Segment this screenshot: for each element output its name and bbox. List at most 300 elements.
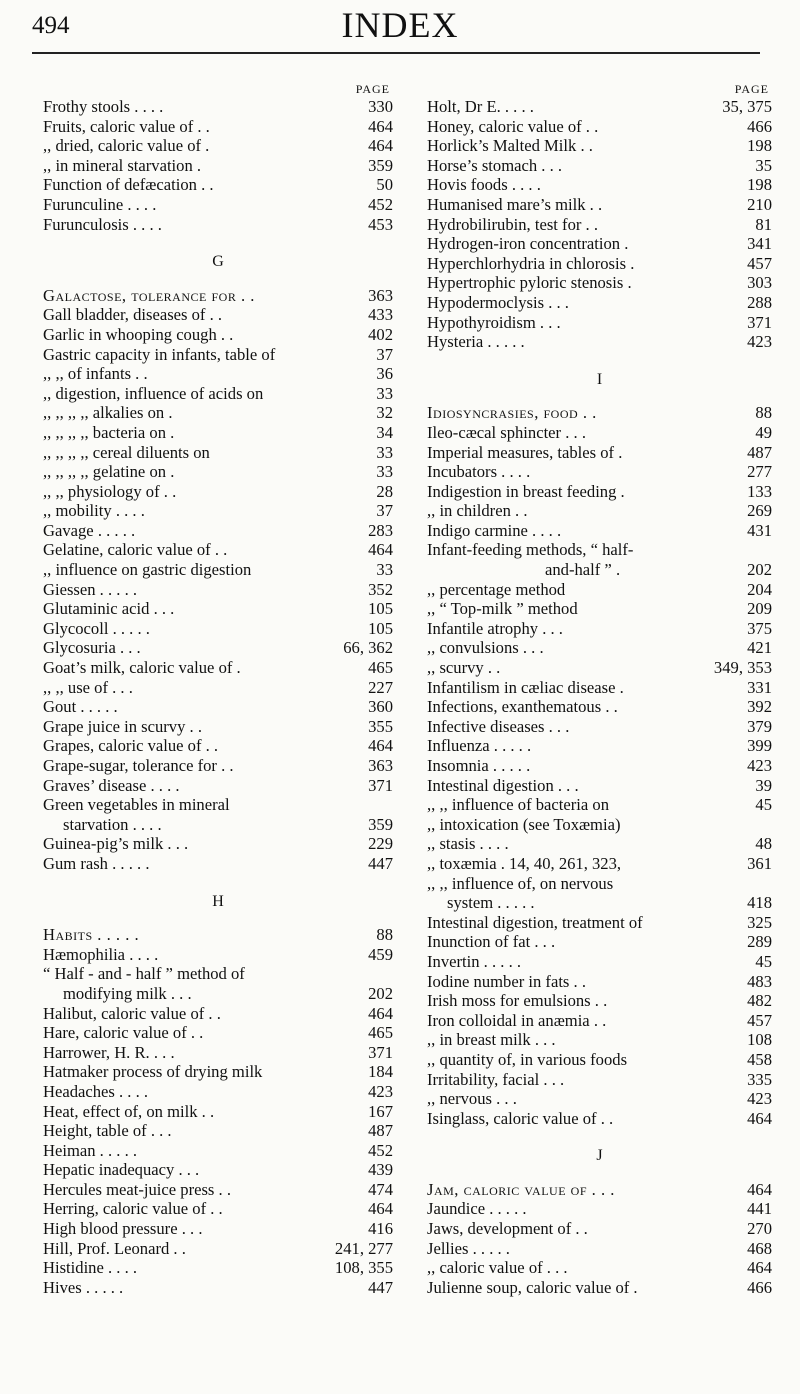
index-column-right <box>427 78 772 1297</box>
entry-term: Green vegetables in mineral <box>43 795 230 815</box>
entry-term: Hepatic inadequacy . . . <box>43 1160 200 1180</box>
entry-term: Grape-sugar, tolerance for . . <box>43 756 234 775</box>
entry-term: Hypodermoclysis . . . <box>427 292 569 312</box>
entry-page-ref: 474 <box>368 1179 393 1199</box>
index-entry <box>43 945 393 965</box>
index-entry <box>427 776 772 796</box>
entry-term: ,, toxæmia . 14, 40, 261, 323, <box>427 853 622 873</box>
index-entry <box>43 1239 393 1259</box>
index-entry <box>427 175 772 195</box>
section-letter: G <box>212 253 224 271</box>
entry-page-ref: 331 <box>747 677 772 697</box>
entry-term: ,, in children . . <box>427 501 528 521</box>
entry-term: Gum rash . . . . . <box>43 853 150 873</box>
index-entry <box>43 156 393 176</box>
entry-term: ,, nervous . . . <box>427 1089 517 1109</box>
index-entry <box>427 1089 772 1109</box>
entry-page-ref: 464 <box>747 1179 772 1199</box>
entry-term: Goat’s milk, caloric value of . <box>43 658 241 678</box>
entry-page-ref: 341 <box>747 234 772 254</box>
entry-term: Frothy stools . . . . <box>43 97 164 116</box>
entry-term: system . . . . . <box>447 893 535 913</box>
index-entry <box>427 423 772 443</box>
entry-term: Glutaminic acid . . . <box>43 599 175 619</box>
entry-page-ref: 466 <box>747 116 772 136</box>
index-entry <box>43 1082 393 1102</box>
entry-term: Grape juice in scurvy . . <box>43 716 202 736</box>
entry-term: modifying milk . . . <box>63 983 192 1003</box>
entry-term: Heiman . . . . . <box>43 1140 138 1160</box>
entry-page-ref: 464 <box>747 1108 772 1128</box>
entry-page-ref: 423 <box>368 1081 393 1101</box>
entry-term: ,, in mineral starvation . <box>43 155 202 175</box>
entry-term: Habits . . . . . <box>43 925 140 945</box>
entry-page-ref: 269 <box>747 501 772 521</box>
index-entry <box>427 1070 772 1090</box>
entry-term: Hypothyroidism . . . <box>427 312 561 332</box>
index-entry <box>43 136 393 156</box>
index-entry <box>427 756 772 776</box>
index-entry <box>427 1199 772 1219</box>
page-header <box>0 0 800 70</box>
index-entry <box>427 815 772 835</box>
index-entry <box>427 658 772 678</box>
entry-term: ,, ,, ,, ,, bacteria on . <box>43 422 175 442</box>
entry-page-ref: 487 <box>368 1121 393 1141</box>
index-entry <box>43 305 393 325</box>
entry-term: Irritability, facial . . . <box>427 1069 565 1089</box>
entry-term: Influenza . . . . . <box>427 736 532 756</box>
entry-page-ref: 198 <box>747 175 772 195</box>
index-entry <box>43 540 393 560</box>
entry-term: Hare, caloric value of . . <box>43 1023 204 1043</box>
entry-page-ref: 363 <box>368 756 393 775</box>
index-entry <box>427 293 772 313</box>
index-entry <box>43 1004 393 1024</box>
entry-term: and-half ” . <box>545 560 621 580</box>
entry-page-ref: 399 <box>747 736 772 756</box>
index-entry <box>43 834 393 854</box>
index-entry <box>43 619 393 639</box>
entry-page-ref: 335 <box>747 1069 772 1089</box>
entry-page-ref: 108, 355 <box>334 1258 393 1278</box>
index-entry <box>43 560 393 580</box>
index-entry <box>427 234 772 254</box>
entry-page-ref: 198 <box>747 136 772 156</box>
entry-page-ref: 464 <box>368 736 393 756</box>
entry-term: Hill, Prof. Leonard . . <box>43 1238 186 1258</box>
entry-page-ref: 50 <box>376 175 393 195</box>
entry-term: Function of defæcation . . <box>43 175 214 195</box>
index-entry <box>427 313 772 333</box>
entry-term: Honey, caloric value of . . <box>427 116 599 136</box>
index-entry <box>43 756 393 776</box>
entry-term: ,, caloric value of . . . <box>427 1258 568 1278</box>
index-entry <box>43 195 393 215</box>
entry-term: “ Half - and - half ” method of <box>43 964 245 984</box>
index-entry <box>427 599 772 619</box>
entry-term: Hatmaker process of drying milk <box>43 1062 263 1082</box>
index-entry <box>427 482 772 502</box>
entry-page-ref: 464 <box>368 540 393 560</box>
entry-term: Imperial measures, tables of . <box>427 442 623 462</box>
entry-term: High blood pressure . . . <box>43 1219 203 1239</box>
entry-page-ref: 81 <box>755 214 772 234</box>
entry-page-ref: 48 <box>755 834 772 854</box>
index-entry <box>427 332 772 352</box>
entry-term: ,, stasis . . . . <box>427 834 509 854</box>
index-entry <box>43 1278 393 1298</box>
entry-page-ref: 45 <box>755 951 772 971</box>
index-entry <box>427 972 772 992</box>
index-entry <box>43 580 393 600</box>
index-entry <box>427 521 772 541</box>
index-entry <box>43 1102 393 1122</box>
index-entry <box>427 854 772 874</box>
entry-page-ref: 431 <box>747 520 772 540</box>
entry-page-ref: 66, 362 <box>343 638 393 658</box>
entry-page-ref: 32 <box>376 403 393 423</box>
index-entry <box>427 952 772 972</box>
entry-page-ref: 457 <box>747 1010 772 1030</box>
index-entry <box>43 384 393 404</box>
entry-page-ref: 466 <box>747 1277 772 1297</box>
entry-page-ref: 361 <box>747 853 772 873</box>
entry-page-ref: 33 <box>376 560 393 580</box>
index-entry <box>43 403 393 423</box>
entry-page-ref: 487 <box>747 442 772 462</box>
entry-page-ref: 447 <box>368 853 393 873</box>
index-entry <box>427 560 772 580</box>
entry-term: Horlick’s Malted Milk . . <box>427 136 593 156</box>
index-entry <box>43 1023 393 1043</box>
index-entry <box>43 97 393 117</box>
entry-term: Infantilism in cæliac disease . <box>427 677 624 697</box>
entry-page-ref: 330 <box>368 97 393 116</box>
entry-page-ref: 392 <box>747 697 772 717</box>
entry-page-ref: 277 <box>747 462 772 482</box>
entry-page-ref: 363 <box>368 285 393 305</box>
index-entry <box>427 619 772 639</box>
entry-page-ref: 288 <box>747 292 772 312</box>
entry-page-ref: 37 <box>376 501 393 521</box>
index-entry <box>43 815 393 835</box>
entry-term: Jam, caloric value of . . . <box>427 1179 615 1199</box>
index-entry <box>43 599 393 619</box>
entry-term: Horse’s stomach . . . <box>427 155 563 175</box>
column-page-label: PAGE <box>734 82 769 96</box>
entry-term: Isinglass, caloric value of . . <box>427 1108 614 1128</box>
index-entry <box>427 1219 772 1239</box>
entry-page-ref: 457 <box>747 253 772 273</box>
index-entry <box>43 443 393 463</box>
entry-page-ref: 465 <box>368 1023 393 1043</box>
entry-page-ref: 464 <box>747 1258 772 1278</box>
index-entry <box>43 717 393 737</box>
page-number: 494 <box>32 12 70 39</box>
entry-term: Ileo-cæcal sphincter . . . <box>427 422 586 442</box>
entry-term: ,, mobility . . . . <box>43 501 145 521</box>
index-entry <box>427 97 772 117</box>
entry-page-ref: 210 <box>747 194 772 214</box>
entry-page-ref: 447 <box>368 1277 393 1297</box>
entry-term: Glycocoll . . . . . <box>43 618 150 638</box>
index-entry <box>43 964 393 984</box>
index-entry <box>43 678 393 698</box>
entry-page-ref: 468 <box>747 1238 772 1258</box>
entry-term: Infections, exanthematous . . <box>427 697 618 717</box>
entry-term: Halibut, caloric value of . . <box>43 1003 221 1023</box>
index-entry <box>43 854 393 874</box>
entry-page-ref: 241, 277 <box>334 1238 393 1258</box>
entry-page-ref: 418 <box>747 893 772 913</box>
entry-term: ,, ,, ,, ,, gelatine on . <box>43 462 175 482</box>
entry-page-ref: 371 <box>368 1042 393 1062</box>
entry-term: Hyperchlorhydria in chlorosis . <box>427 253 635 273</box>
index-entry <box>43 215 393 235</box>
entry-term: Gall bladder, diseases of . . <box>43 305 223 325</box>
entry-page-ref: 379 <box>747 716 772 736</box>
entry-term: Galactose, tolerance for . . <box>43 285 255 305</box>
entry-term: ,, intoxication (see Toxæmia) <box>427 814 621 834</box>
entry-page-ref: 359 <box>368 155 393 175</box>
entry-page-ref: 416 <box>368 1219 393 1239</box>
index-entry <box>43 1043 393 1063</box>
entry-page-ref: 108 <box>747 1030 772 1050</box>
entry-term: Furunculosis . . . . <box>43 214 162 234</box>
entry-term: Hæmophilia . . . . <box>43 944 159 964</box>
entry-page-ref: 482 <box>747 991 772 1011</box>
entry-term: ,, ,, use of . . . <box>43 677 133 697</box>
index-entry <box>427 991 772 1011</box>
entry-term: Hercules meat-juice press . . <box>43 1179 231 1199</box>
entry-term: Intestinal digestion . . . <box>427 775 579 795</box>
index-entry <box>43 286 393 306</box>
index-entry <box>43 795 393 815</box>
index-entry <box>43 1160 393 1180</box>
entry-page-ref: 88 <box>755 403 772 423</box>
entry-term: ,, ,, influence of, on nervous <box>427 873 614 893</box>
entry-page-ref: 464 <box>368 116 393 136</box>
entry-term: Holt, Dr E. . . . . <box>427 97 534 116</box>
entry-term: Hives . . . . . <box>43 1277 124 1297</box>
entry-term: Guinea-pig’s milk . . . <box>43 834 189 854</box>
entry-term: Incubators . . . . <box>427 462 531 482</box>
entry-term: ,, ,, influence of bacteria on <box>427 795 609 815</box>
entry-term: Gastric capacity in infants, table of <box>43 344 276 364</box>
entry-page-ref: 105 <box>368 599 393 619</box>
entry-page-ref: 452 <box>368 194 393 214</box>
entry-term: Harrower, H. R. . . . <box>43 1042 175 1062</box>
entry-term: Fruits, caloric value of . . <box>43 116 210 136</box>
index-entry <box>427 1278 772 1298</box>
index-entry <box>427 580 772 600</box>
entry-page-ref: 459 <box>368 944 393 964</box>
entry-page-ref: 33 <box>376 383 393 403</box>
entry-page-ref: 105 <box>368 618 393 638</box>
entry-page-ref: 439 <box>368 1160 393 1180</box>
header-rule <box>32 52 760 54</box>
entry-page-ref: 303 <box>747 273 772 293</box>
entry-page-ref: 464 <box>368 1199 393 1219</box>
index-entry <box>427 462 772 482</box>
entry-page-ref: 49 <box>755 422 772 442</box>
index-entry <box>427 638 772 658</box>
entry-term: ,, influence on gastric digestion <box>43 560 252 580</box>
index-entry <box>427 254 772 274</box>
index-entry <box>427 834 772 854</box>
entry-term: ,, in breast milk . . . <box>427 1030 556 1050</box>
entry-page-ref: 229 <box>368 834 393 854</box>
entry-term: Infant-feeding methods, “ half- <box>427 540 634 560</box>
index-entry <box>427 215 772 235</box>
index-entry <box>43 482 393 502</box>
index-entry <box>43 423 393 443</box>
entry-page-ref: 37 <box>376 344 393 364</box>
entry-term: Jaws, development of . . <box>427 1219 588 1239</box>
entry-term: ,, ,, physiology of . . <box>43 481 177 501</box>
entry-term: Infantile atrophy . . . <box>427 618 563 638</box>
index-entry <box>427 156 772 176</box>
entry-page-ref: 352 <box>368 579 393 599</box>
section-letter: J <box>596 1147 603 1165</box>
entry-term: Gout . . . . . <box>43 697 118 717</box>
entry-term: Irish moss for emulsions . . <box>427 991 608 1011</box>
entry-term: Hydrobilirubin, test for . . <box>427 214 598 234</box>
index-entry <box>43 1180 393 1200</box>
index-entry <box>43 638 393 658</box>
entry-page-ref: 283 <box>368 520 393 540</box>
entry-page-ref: 433 <box>368 305 393 325</box>
entry-page-ref: 209 <box>747 599 772 619</box>
index-entry <box>427 932 772 952</box>
entry-term: Insomnia . . . . . <box>427 756 531 775</box>
index-entry <box>427 874 772 894</box>
entry-page-ref: 35 <box>755 155 772 175</box>
entry-term: Hovis foods . . . . <box>427 175 541 195</box>
entry-term: starvation . . . . <box>63 814 162 834</box>
index-entry <box>427 1030 772 1050</box>
entry-term: ,, quantity of, in various foods <box>427 1049 628 1069</box>
entry-term: Hypertrophic pyloric stenosis . <box>427 273 632 293</box>
index-entry <box>43 1062 393 1082</box>
entry-page-ref: 227 <box>368 677 393 697</box>
index-entry <box>427 117 772 137</box>
entry-page-ref: 202 <box>368 983 393 1003</box>
index-entry <box>43 925 393 945</box>
entry-page-ref: 34 <box>376 422 393 442</box>
entry-term: Glycosuria . . . <box>43 638 141 658</box>
index-entry <box>43 736 393 756</box>
entry-term: Histidine . . . . <box>43 1258 138 1278</box>
entry-page-ref: 465 <box>368 658 393 678</box>
entry-page-ref: 167 <box>368 1101 393 1121</box>
page-title: INDEX <box>341 5 459 45</box>
entry-term: ,, digestion, influence of acids on <box>43 383 264 403</box>
index-entry <box>427 136 772 156</box>
entry-term: Gavage . . . . . <box>43 520 136 540</box>
entry-page-ref: 402 <box>368 324 393 344</box>
entry-page-ref: 270 <box>747 1219 772 1239</box>
entry-term: Indigestion in breast feeding . <box>427 481 625 501</box>
entry-term: Indigo carmine . . . . <box>427 520 562 540</box>
entry-page-ref: 33 <box>376 462 393 482</box>
entry-term: Grapes, caloric value of . . <box>43 736 219 756</box>
entry-term: Herring, caloric value of . . <box>43 1199 223 1219</box>
index-entry <box>43 175 393 195</box>
index-entry <box>427 195 772 215</box>
entry-page-ref: 39 <box>755 775 772 795</box>
index-entry <box>43 697 393 717</box>
entry-term: Iodine number in fats . . <box>427 971 586 991</box>
index-entry <box>43 345 393 365</box>
index-entry <box>43 501 393 521</box>
entry-term: ,, ,, of infants . . <box>43 364 148 384</box>
entry-page-ref: 371 <box>368 775 393 795</box>
index-entry <box>43 462 393 482</box>
index-entry <box>427 1239 772 1259</box>
entry-term: Jellies . . . . . <box>427 1238 510 1258</box>
entry-term: Infective diseases . . . <box>427 716 570 736</box>
index-entry <box>43 776 393 796</box>
entry-term: Iron colloidal in anæmia . . <box>427 1010 607 1030</box>
index-entry <box>43 1199 393 1219</box>
entry-term: ,, dried, caloric value of . <box>43 136 210 156</box>
index-entry <box>427 1258 772 1278</box>
section-letter: H <box>212 892 224 910</box>
entry-page-ref: 441 <box>747 1199 772 1219</box>
entry-page-ref: 204 <box>747 579 772 599</box>
entry-term: ,, “ Top-milk ” method <box>427 599 578 619</box>
entry-page-ref: 202 <box>747 560 772 580</box>
column-page-label: PAGE <box>355 82 390 96</box>
index-entry <box>43 325 393 345</box>
index-entry <box>43 658 393 678</box>
entry-term: Gelatine, caloric value of . . <box>43 540 228 560</box>
entry-term: Intestinal digestion, treatment of <box>427 912 643 932</box>
entry-page-ref: 375 <box>747 618 772 638</box>
index-entry <box>427 678 772 698</box>
entry-term: ,, ,, ,, ,, cereal diluents on <box>43 442 210 462</box>
entry-page-ref: 464 <box>368 136 393 156</box>
index-entry <box>427 501 772 521</box>
index-column-left <box>43 78 393 1297</box>
index-entry <box>427 540 772 560</box>
entry-term: ,, percentage method <box>427 579 566 599</box>
entry-page-ref: 483 <box>747 971 772 991</box>
entry-page-ref: 33 <box>376 442 393 462</box>
section-letter: I <box>596 370 603 388</box>
entry-page-ref: 28 <box>376 481 393 501</box>
entry-page-ref: 349, 353 <box>713 658 772 678</box>
index-entry <box>427 893 772 913</box>
entry-term: Giessen . . . . . <box>43 579 138 599</box>
entry-term: Furunculine . . . . <box>43 194 157 214</box>
entry-page-ref: 45 <box>755 795 772 815</box>
entry-term: Inunction of fat . . . <box>427 932 556 952</box>
index-entry <box>427 913 772 933</box>
index-entry <box>427 273 772 293</box>
index-entry <box>427 403 772 423</box>
index-entry <box>43 364 393 384</box>
entry-page-ref: 371 <box>747 312 772 332</box>
index-entry <box>43 1121 393 1141</box>
entry-page-ref: 289 <box>747 932 772 952</box>
index-entry <box>427 736 772 756</box>
index-entry <box>43 1258 393 1278</box>
index-entry <box>427 1011 772 1031</box>
entry-term: Graves’ disease . . . . <box>43 775 180 795</box>
